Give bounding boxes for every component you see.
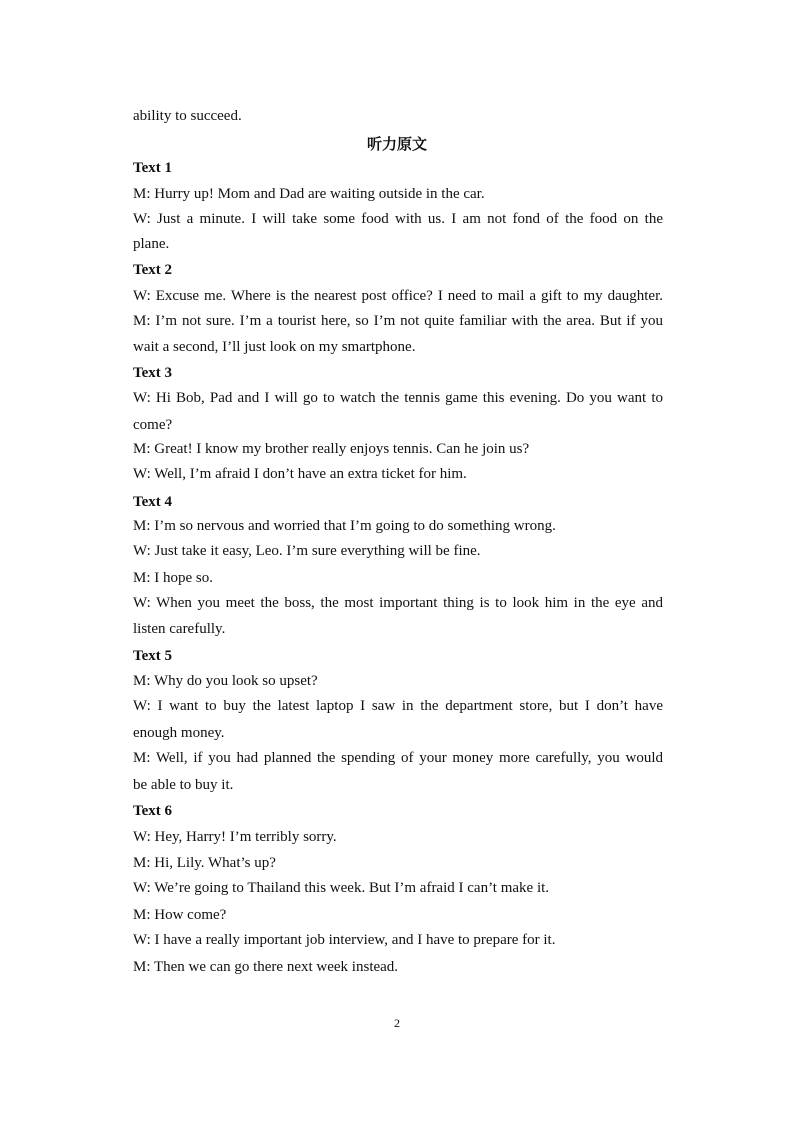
text-line: M: Well, if you had planned the spending of your money more carefully, you would xyxy=(133,750,663,766)
text-line: ability to succeed. xyxy=(133,108,242,124)
text-heading-1: Text 1 xyxy=(133,160,173,176)
text-line: M: Hurry up! Mom and Dad are waiting outside in the car. xyxy=(133,186,485,202)
text-line: W: When you meet the boss, the most important thing is to look him in the eye and xyxy=(133,595,663,611)
text-line: enough money. xyxy=(133,725,225,741)
text-line: W: Excuse me. Where is the nearest post office? I need to mail a gift to my daughter. xyxy=(133,288,663,304)
text-line: W: Just a minute. I will take some food with us. I am not fond of the food on the xyxy=(133,211,663,227)
text-line: M: I’m not sure. I’m a tourist here, so I’m not quite familiar with the area. But if you xyxy=(133,313,663,329)
text-line: M: I’m so nervous and worried that I’m going to do something wrong. xyxy=(133,518,556,534)
text-line: be able to buy it. xyxy=(133,777,234,793)
text-line: M: Great! I know my brother really enjoys tennis. Can he join us? xyxy=(133,441,530,457)
text-line: W: Just take it easy, Leo. I’m sure everything will be fine. xyxy=(133,543,481,559)
page-number: 2 xyxy=(394,1016,400,1030)
text-heading-5: Text 5 xyxy=(133,648,173,664)
text-line: W: We’re going to Thailand this week. But I’m afraid I can’t make it. xyxy=(133,880,550,896)
text-heading-3: Text 3 xyxy=(133,365,173,381)
text-line: M: Hi, Lily. What’s up? xyxy=(133,855,276,871)
text-line: listen carefully. xyxy=(133,621,226,637)
text-line: W: Well, I’m afraid I don’t have an extra ticket for him. xyxy=(133,466,467,482)
text-line: W: I have a really important job interview, and I have to prepare for it. xyxy=(133,932,556,948)
text-line: M: Why do you look so upset? xyxy=(133,673,318,689)
text-line: come? xyxy=(133,417,173,433)
text-heading-2: Text 2 xyxy=(133,262,173,278)
text-heading-6: Text 6 xyxy=(133,803,173,819)
text-line: M: I hope so. xyxy=(133,570,213,586)
text-line: wait a second, I’ll just look on my smartphone. xyxy=(133,339,416,355)
section-title: 听力原文 xyxy=(366,135,427,153)
text-line: plane. xyxy=(133,236,170,252)
text-heading-4: Text 4 xyxy=(133,494,173,510)
text-line: W: Hi Bob, Pad and I will go to watch the tennis game this evening. Do you want to xyxy=(133,390,663,406)
text-line: M: Then we can go there next week instead. xyxy=(133,959,399,975)
text-line: W: Hey, Harry! I’m terribly sorry. xyxy=(133,829,337,845)
text-line: M: How come? xyxy=(133,907,227,923)
text-line: W: I want to buy the latest laptop I saw in the department store, but I don’t have xyxy=(133,698,663,714)
